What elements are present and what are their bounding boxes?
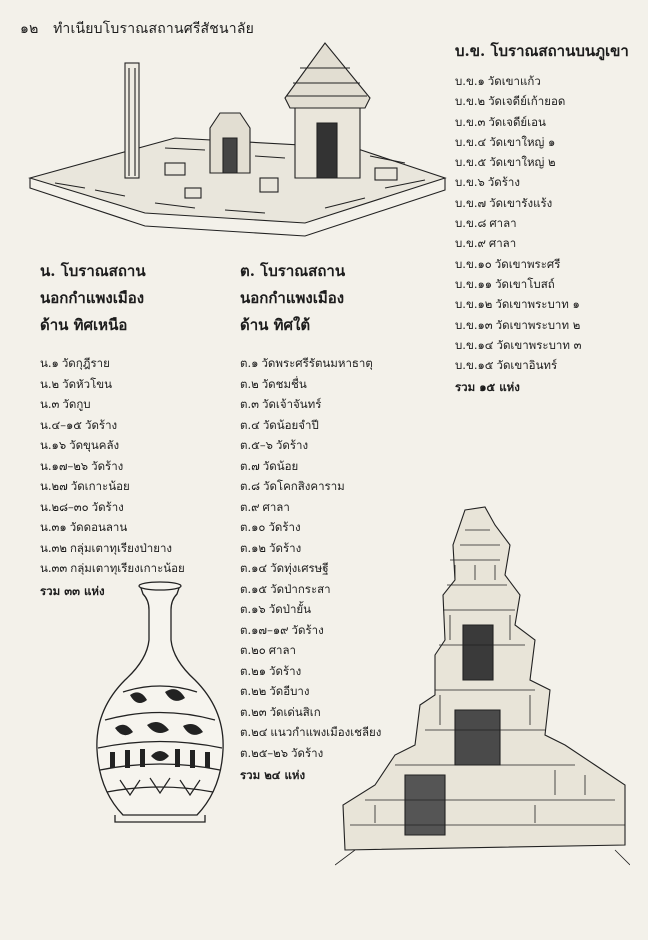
list-item: ต.๗ วัดน้อย <box>240 458 299 473</box>
list-item: บ.ข.๑๐ วัดเขาพระศรี <box>455 256 561 271</box>
list-item: น.๒๘–๓๐ วัดร้าง <box>40 499 124 514</box>
mountain-total: รวม ๑๕ แห่ง <box>455 380 520 395</box>
list-item: บ.ข.๖ วัดร้าง <box>455 175 520 190</box>
list-item: น.๑๗–๒๖ วัดร้าง <box>40 458 124 473</box>
list-item: ต.๕–๖ วัดร้าง <box>240 438 309 452</box>
north-heading-line: นอกกำแพงเมือง <box>40 289 145 307</box>
list-item: น.๓๓ กลุ่มเตาทุเรียงเกาะน้อย <box>40 561 185 575</box>
mountain-heading: บ.ข. โบราณสถานบนภูเขา <box>455 42 629 60</box>
north-heading-line: ด้าน ทิศเหนือ <box>40 316 128 334</box>
list-item: ต.๒๔ แนวกำแพงเมืองเชลียง <box>240 725 382 739</box>
list-item: น.๑ วัดกุฎีราย <box>40 356 110 370</box>
book-title: ทำเนียบโบราณสถานศรีสัชนาลัย <box>53 21 255 37</box>
list-item: บ.ข.๑๔ วัดเขาพระบาท ๓ <box>455 337 582 352</box>
list-item: น.๓๒ กลุ่มเตาทุเรียงป่ายาง <box>40 540 173 555</box>
list-item: ต.๒๐ ศาลา <box>240 643 296 657</box>
south-heading <box>240 258 450 339</box>
north-section <box>40 258 240 601</box>
list-item: บ.ข.๒ วัดเจดีย์เก้ายอด <box>455 94 566 109</box>
list-item: ต.๒๑ วัดร้าง <box>240 663 302 678</box>
south-heading-line: นอกกำแพงเมือง <box>240 289 345 307</box>
list-item: ต.๒๕–๒๖ วัดร้าง <box>240 745 324 760</box>
list-item: บ.ข.๙ ศาลา <box>455 236 517 251</box>
list-item: ต.๑ วัดพระศรีรัตนมหาธาตุ <box>240 356 373 370</box>
list-item: บ.ข.๑ วัดเขาแก้ว <box>455 74 541 88</box>
list-item: บ.ข.๑๕ วัดเขาอินทร์ <box>455 358 558 373</box>
page-number: ๑๒ <box>20 21 39 37</box>
list-item: บ.ข.๓ วัดเจดีย์เอน <box>455 114 546 129</box>
list-item: บ.ข.๗ วัดเขารังแร้ง <box>455 195 553 210</box>
list-item: บ.ข.๔ วัดเขาใหญ่ ๑ <box>455 134 556 149</box>
list-item: บ.ข.๑๒ วัดเขาพระบาท ๑ <box>455 297 580 312</box>
list-item: ต.๑๗–๑๙ วัดร้าง <box>240 622 324 637</box>
south-heading-line: ด้าน ทิศใต้ <box>240 316 311 334</box>
list-item: ต.๔ วัดน้อยจำปี <box>240 417 319 432</box>
page-header <box>20 18 254 40</box>
list-item: บ.ข.๘ ศาลา <box>455 216 517 231</box>
list-item: น.๒๗ วัดเกาะน้อย <box>40 479 130 493</box>
list-item: ต.๒๓ วัดเด่นสิเก <box>240 704 321 719</box>
list-item: น.๓๑ วัดดอนลาน <box>40 520 128 534</box>
list-item: น.๔–๑๕ วัดร้าง <box>40 417 118 432</box>
list-item: ต.๘ วัดโคกสิงคาราม <box>240 479 345 493</box>
mountain-list <box>455 71 645 375</box>
north-heading-line: น. โบราณสถาน <box>40 262 146 280</box>
list-item: น.๑๖ วัดขุนคลัง <box>40 438 120 452</box>
list-item: ต.๑๐ วัดร้าง <box>240 520 301 534</box>
list-item: ต.๑๒ วัดร้าง <box>240 540 302 555</box>
north-total: รวม ๓๓ แห่ง <box>40 583 105 598</box>
mountain-section <box>455 38 645 397</box>
tower-ruins-illustration <box>335 505 630 870</box>
ruins-illustration <box>25 38 450 243</box>
north-heading <box>40 258 240 339</box>
list-item: ต.๑๖ วัดป่ายั้น <box>240 602 312 616</box>
list-item: ต.๑๕ วัดป่ากระสา <box>240 581 331 596</box>
list-item: บ.ข.๑๑ วัดเขาโบสถ์ <box>455 276 555 291</box>
south-total: รวม ๒๔ แห่ง <box>240 768 306 782</box>
list-item: น.๓ วัดกูบ <box>40 397 91 411</box>
list-item: ต.๑๔ วัดทุ่งเศรษฐี <box>240 561 329 575</box>
list-item: ต.๒๒ วัดอีบาง <box>240 684 310 698</box>
list-item: ต.๓ วัดเจ้าจันทร์ <box>240 397 322 411</box>
list-item: ต.๒ วัดชมชื่น <box>240 376 307 391</box>
list-item: บ.ข.๑๓ วัดเขาพระบาท ๒ <box>455 317 581 332</box>
list-item: บ.ข.๕ วัดเขาใหญ่ ๒ <box>455 155 556 170</box>
list-item: ต.๙ ศาลา <box>240 499 290 514</box>
north-list <box>40 353 240 579</box>
list-item: น.๒ วัดหัวโขน <box>40 376 112 391</box>
vase-illustration <box>85 580 235 825</box>
south-heading-line: ต. โบราณสถาน <box>240 262 346 280</box>
